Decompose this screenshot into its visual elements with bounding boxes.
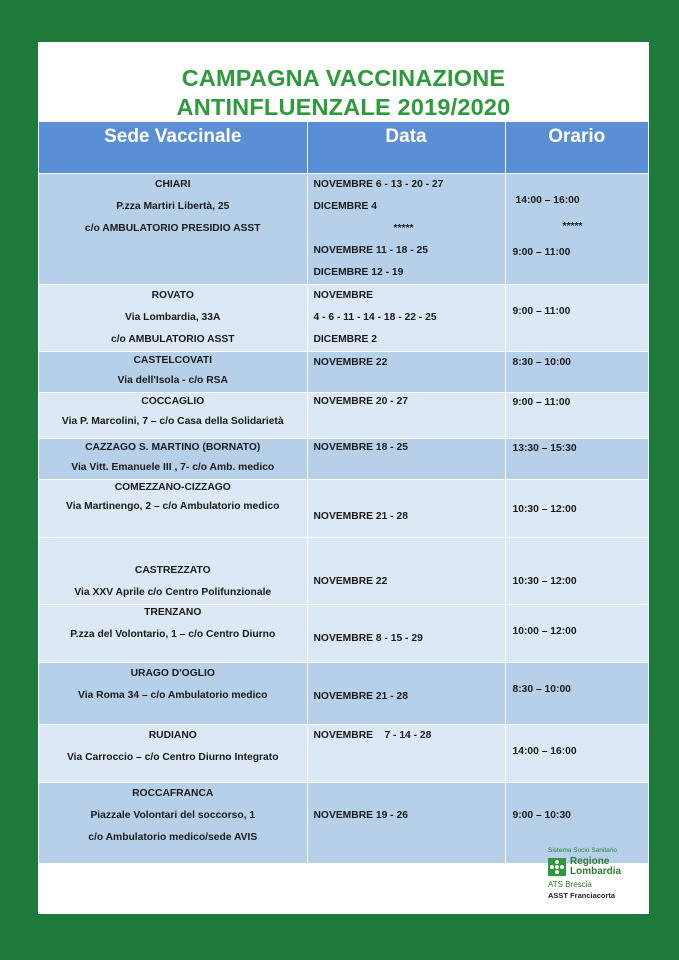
orario-cell [505, 351, 648, 392]
data-cell [307, 284, 505, 351]
sede-address: Via Martinengo, 2 – c/o Ambulatorio medico [66, 500, 280, 512]
orario-cell [505, 724, 648, 782]
date-line: NOVEMBRE 21 - 28 [313, 690, 408, 702]
vaccination-schedule-table [39, 122, 648, 863]
time-line: 14:00 – 16:00 [512, 745, 577, 757]
data-cell [307, 351, 505, 392]
date-line: NOVEMBRE 7 - 14 - 28 [313, 729, 432, 741]
orario-cell [505, 604, 648, 662]
title-line-2: ANTINFLUENZALE 2019/2020 [176, 94, 511, 120]
orario-cell [505, 537, 648, 604]
logo-region-line-1: Regione [570, 856, 610, 867]
sede-cell [39, 438, 307, 479]
sede-cell [39, 173, 307, 284]
table-row [39, 537, 648, 604]
regione-lombardia-rose-icon [548, 858, 566, 876]
sede-name: CHIARI [155, 178, 191, 190]
time-line: 10:00 – 12:00 [512, 625, 577, 637]
header-orario: Orario [505, 122, 648, 173]
sede-name: RUDIANO [148, 729, 197, 741]
logo-system-label: Sistema Socio Sanitario [548, 847, 618, 854]
sede-address: Via Vitt. Emanuele III , 7- c/o Amb. medico [71, 461, 275, 473]
sede-detail: c/o AMBULATORIO ASST [110, 333, 235, 345]
table-row [39, 173, 648, 284]
time-line: 10:30 – 12:00 [512, 503, 577, 515]
date-line: NOVEMBRE 20 - 27 [313, 395, 408, 407]
data-cell [307, 392, 505, 438]
orario-cell [505, 392, 648, 438]
date-line: NOVEMBRE 22 [313, 575, 388, 587]
sede-cell [39, 351, 307, 392]
date-line: NOVEMBRE 18 - 25 [313, 441, 408, 453]
sede-address: Piazzale Volontari del soccorso, 1 [90, 809, 256, 821]
table-row [39, 662, 648, 724]
data-cell [307, 662, 505, 724]
sede-address: P.zza del Volontario, 1 – c/o Centro Diurno [70, 628, 276, 640]
time-line: 9:00 – 11:00 [512, 396, 571, 408]
header-data: Data [307, 122, 505, 173]
time-line: 13:30 – 15:30 [512, 442, 577, 454]
sede-name: COMEZZANO-CIZZAGO [114, 481, 231, 493]
sede-name: ROCCAFRANCA [132, 787, 214, 799]
time-line: 8:30 – 10:00 [512, 683, 571, 695]
date-line: DICEMBRE 12 - 19 [313, 266, 404, 278]
date-separator: ***** [393, 222, 414, 234]
date-line: NOVEMBRE 11 - 18 - 25 [313, 244, 428, 256]
sede-cell [39, 782, 307, 863]
logo-region-name [570, 857, 621, 876]
time-line: 14:00 – 16:00 [515, 194, 580, 206]
table-row [39, 724, 648, 782]
data-cell [307, 537, 505, 604]
logo-asst-label: ASST Franciacorta [548, 891, 616, 900]
date-line: NOVEMBRE 21 - 28 [313, 510, 408, 522]
data-cell [307, 782, 505, 863]
table-row [39, 438, 648, 479]
table-row [39, 604, 648, 662]
logo-ats-label: ATS Brescia [548, 880, 592, 889]
sede-name: CAZZAGO S. MARTINO (BORNATO) [85, 441, 261, 453]
sede-address: Via XXV Aprile c/o Centro Polifunzionale [74, 586, 272, 598]
date-line: DICEMBRE 4 [313, 200, 378, 212]
table-row [39, 392, 648, 438]
orario-cell [505, 438, 648, 479]
table-row [39, 479, 648, 537]
time-line: 10:30 – 12:00 [512, 575, 577, 587]
orario-cell [505, 662, 648, 724]
regione-lombardia-logo [548, 847, 648, 907]
sede-address: Via P. Marcolini, 7 – c/o Casa della Solidarietà [61, 415, 284, 427]
orario-cell [505, 284, 648, 351]
sede-name: CASTELCOVATI [133, 354, 213, 366]
time-line: 9:00 – 11:00 [512, 246, 571, 258]
sede-cell [39, 604, 307, 662]
data-cell [307, 438, 505, 479]
date-line: NOVEMBRE 19 - 26 [313, 809, 408, 821]
sede-name: ROVATO [151, 289, 194, 301]
title-line-1: CAMPAGNA VACCINAZIONE [181, 65, 506, 91]
sede-cell [39, 479, 307, 537]
orario-cell [505, 173, 648, 284]
poster-title [38, 64, 649, 122]
sede-detail: c/o Ambulatorio medico/sede AVIS [88, 831, 258, 843]
time-separator: ***** [562, 220, 583, 232]
sede-address: Via Lombardia, 33A [125, 311, 221, 323]
sede-address: Via Carroccio – c/o Centro Diurno Integrato [66, 751, 279, 763]
date-line: NOVEMBRE [313, 289, 373, 301]
orario-cell [505, 479, 648, 537]
sede-name: CASTREZZATO [134, 564, 211, 576]
sede-detail: c/o AMBULATORIO PRESIDIO ASST [84, 222, 261, 234]
table-row [39, 284, 648, 351]
table-header-row [39, 122, 648, 173]
time-line: 8:30 – 10:00 [512, 356, 571, 368]
table-row [39, 351, 648, 392]
sede-address: Via Roma 34 – c/o Ambulatorio medico [78, 689, 268, 701]
date-line: 4 - 6 - 11 - 14 - 18 - 22 - 25 [313, 311, 437, 323]
sede-address: P.zza Martiri Libertà, 25 [116, 200, 230, 212]
date-line: NOVEMBRE 22 [313, 356, 388, 368]
data-cell [307, 173, 505, 284]
sede-cell [39, 724, 307, 782]
time-line: 9:00 – 10:30 [512, 809, 571, 821]
time-line: 9:00 – 11:00 [512, 305, 571, 317]
sede-name: URAGO D'OGLIO [130, 667, 215, 679]
sede-cell [39, 662, 307, 724]
logo-region-line-2: Lombardia [570, 865, 622, 877]
data-cell [307, 604, 505, 662]
sede-cell [39, 284, 307, 351]
sede-name: COCCAGLIO [141, 395, 205, 407]
sede-cell [39, 537, 307, 604]
sede-cell [39, 392, 307, 438]
date-line: DICEMBRE 2 [313, 333, 378, 345]
data-cell [307, 479, 505, 537]
sede-name: TRENZANO [144, 606, 202, 618]
header-sede: Sede Vaccinale [39, 122, 307, 173]
date-line: NOVEMBRE 6 - 13 - 20 - 27 [313, 178, 444, 190]
poster-sheet [38, 42, 649, 914]
date-line: NOVEMBRE 8 - 15 - 29 [313, 632, 423, 644]
sede-address: Via dell'Isola - c/o RSA [117, 374, 228, 386]
data-cell [307, 724, 505, 782]
